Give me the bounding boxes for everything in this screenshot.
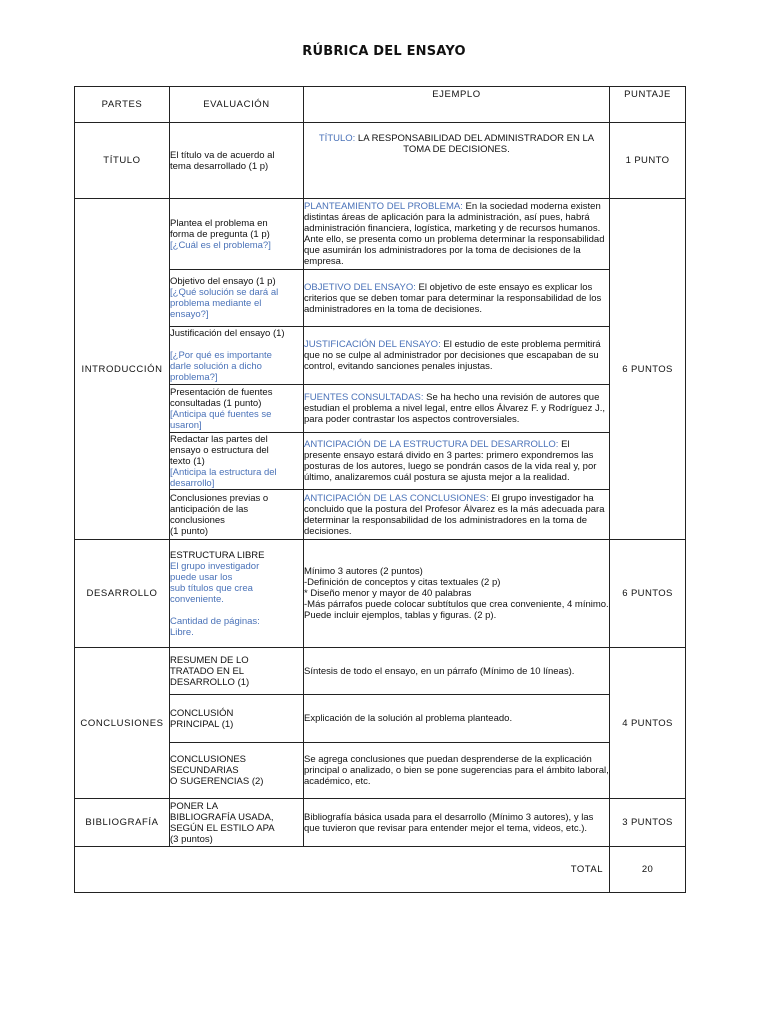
eval-hint: [¿Qué solución se dará al [170, 287, 279, 298]
conclusiones-example-1: Síntesis de todo el ensayo, en un párrafo (Mínimo de 10 líneas). [304, 648, 610, 695]
eval-line: Plantea el problema en [170, 217, 268, 229]
eval-hint: darle solución a dicho [170, 361, 262, 372]
eval-line: texto (1) [170, 455, 205, 467]
example-line: -Definición de conceptos y citas textuales (2 p) [304, 577, 501, 588]
eval-line: DESARROLLO (1) [170, 676, 250, 688]
eval-hint: [¿Por qué es importante [170, 350, 272, 361]
titulo-points: 1 PUNTO [610, 123, 686, 199]
intro-part: INTRODUCCIÓN [75, 199, 170, 540]
eval-line: O SUGERENCIAS (2) [170, 776, 264, 787]
example-line: Mínimo 3 autores (2 puntos) [304, 566, 423, 577]
eval-line: SECUNDARIAS [170, 765, 239, 776]
conclusiones-points: 4 PUNTOS [610, 648, 686, 799]
eval-line: (3 puntos) [170, 833, 213, 845]
eval-line: CONCLUSIÓN [170, 707, 234, 719]
example-line: * Diseño menor y mayor de 40 palabras [304, 588, 472, 599]
eval-hint: problema mediante el [170, 298, 262, 309]
eval-line: Presentación de fuentes [170, 386, 273, 398]
desarrollo-example [304, 540, 610, 648]
conclusiones-eval-3 [170, 743, 304, 799]
eval-hint: puede usar los [170, 571, 233, 583]
header-row [75, 87, 686, 123]
eval-line: forma de pregunta (1 p) [170, 228, 270, 240]
conclusiones-row [75, 648, 686, 695]
bibliografia-points: 3 PUNTOS [610, 799, 686, 847]
eval-hint: [¿Cuál es el problema?] [170, 239, 271, 251]
example-text: El grupo investigador ha concluido que la postura del Profesor Álvarez es la más adecuada para determinar la responsabilidad de los administradores en la toma de decisiones. [304, 492, 605, 537]
total-value: 20 [610, 847, 686, 893]
example-label: FUENTES CONSULTADAS: [304, 392, 424, 403]
eval-line: consultadas (1 punto) [170, 397, 262, 409]
eval-hint: usaron] [170, 419, 202, 431]
eval-line: RESUMEN DE LO [170, 654, 249, 666]
titulo-example [304, 123, 610, 199]
bibliografia-part: BIBLIOGRAFÍA [75, 799, 170, 847]
bibliografia-eval [170, 799, 304, 847]
titulo-eval [170, 123, 304, 199]
intro-eval-3 [170, 327, 304, 385]
intro-example-2 [304, 270, 610, 327]
eval-hint: desarrollo] [170, 477, 215, 489]
conclusiones-part: CONCLUSIONES [75, 648, 170, 799]
titulo-eval-line: El título va de acuerdo al [170, 149, 275, 161]
bibliografia-row [75, 799, 686, 847]
intro-points: 6 PUNTOS [610, 199, 686, 540]
total-label: TOTAL [75, 847, 610, 893]
example-text: En la sociedad moderna existen distintas áreas de aplicación para la administración, así pues, habrá administración financiera, logística, marketing y de recursos humanos. Ante ello, se presenta como un problema determinar la responsabilidad que asumirán los administradores por la toma de decisiones de la empresa. [304, 201, 605, 267]
eval-line: Conclusiones previas o [170, 492, 269, 504]
example-text: El objetivo de este ensayo es explicar los criterios que se deben tomar para determinar la responsabilidad de los administradores en la toma de decisiones. [304, 281, 602, 315]
eval-line: Justificación del ensayo (1) [170, 328, 285, 339]
example-label: ANTICIPACIÓN DE LA ESTRUCTURA DEL DESARROLLO: [304, 439, 559, 450]
eval-hint: ensayo?] [170, 309, 209, 320]
eval-line: anticipación de las [170, 503, 249, 515]
intro-example-3 [304, 327, 610, 385]
example-text: Se ha hecho una revisión de autores que estudian el problema a nivel legal, entre ellos Álvarez F. y Rodríguez J., para poder contrastar los aspectos controversiales. [304, 392, 605, 425]
example-line: -Más párrafos puede colocar subtítulos que crea conveniente, 4 mínimo. Puede incluir ejemplos, tablas y figuras. (2 p). [304, 599, 609, 621]
intro-eval-2 [170, 270, 304, 327]
eval-line: SEGÚN EL ESTILO APA [170, 822, 275, 834]
intro-example-1 [304, 199, 610, 270]
page-title: RÚBRICA DEL ENSAYO [302, 44, 466, 59]
eval-line: ESTRUCTURA LIBRE [170, 549, 265, 561]
example-label: OBJETIVO DEL ENSAYO: [304, 281, 416, 293]
intro-example-6 [304, 490, 610, 540]
eval-hint: Libre. [170, 626, 194, 638]
titulo-example-label: TÍTULO: [318, 133, 356, 144]
eval-line: TRATADO EN EL [170, 665, 245, 677]
conclusiones-eval-1 [170, 648, 304, 695]
titulo-eval-line: tema desarrollado (1 p) [170, 160, 269, 172]
conclusiones-eval-2 [170, 695, 304, 743]
bibliografia-example: Bibliografía básica usada para el desarrollo (Mínimo 3 autores), y las que tuvieron que revisar para entender mejor el tema, videos, etc.). [304, 799, 610, 847]
titulo-example-text: LA RESPONSABILIDAD DEL ADMINISTRADOR EN LA TOMA DE DECISIONES. [355, 133, 595, 155]
eval-hint: [Anticipa la estructura del [170, 466, 277, 478]
eval-hint: problema?] [170, 372, 218, 383]
intro-eval-4 [170, 385, 304, 433]
eval-hint: sub títulos que crea [170, 582, 253, 594]
conclusiones-example-3: Se agrega conclusiones que puedan desprenderse de la explicación principal o analizado, o bien se pone sugerencias para el ámbito laboral, académico, etc. [304, 743, 610, 799]
intro-eval-1 [170, 199, 304, 270]
header-evaluacion: EVALUACIÓN [170, 87, 304, 123]
titulo-row [75, 123, 686, 199]
eval-line: PONER LA [170, 800, 219, 812]
total-row [75, 847, 686, 893]
eval-line: BIBLIOGRAFÍA USADA, [170, 811, 274, 823]
intro-eval-6 [170, 490, 304, 540]
intro-example-4 [304, 385, 610, 433]
eval-hint: El grupo investigador [170, 560, 260, 572]
desarrollo-eval [170, 540, 304, 648]
example-label: PLANTEAMIENTO DEL PROBLEMA: [304, 201, 463, 212]
eval-line: Objetivo del ensayo (1 p) [170, 276, 276, 287]
titulo-part: TÍTULO [75, 123, 170, 199]
eval-line: CONCLUSIONES [170, 754, 247, 765]
example-text: El presente ensayo estará divido en 3 partes: primero expondremos las posturas de los autores, luego se pondrán casos de la vida real y, por último, analizaremos cuál postura se ajusta mejor a la realidad. [304, 439, 597, 483]
intro-eval-5 [170, 433, 304, 490]
rubric-table [74, 86, 686, 893]
header-ejemplo: EJEMPLO [304, 87, 610, 123]
header-partes: PARTES [75, 87, 170, 123]
eval-line: (1 punto) [170, 525, 209, 537]
eval-line: Redactar las partes del [170, 433, 268, 445]
desarrollo-part: DESARROLLO [75, 540, 170, 648]
eval-line: PRINCIPAL (1) [170, 718, 234, 730]
eval-hint: conveniente. [170, 593, 224, 605]
example-text: El estudio de este problema permitirá que no se culpe al administrador por decisiones que escapaban de su control, evitando sanciones penales injustas. [304, 339, 601, 372]
eval-line: ensayo o estructura del [170, 444, 269, 456]
header-puntaje: PUNTAJE [610, 87, 686, 123]
eval-line: conclusiones [170, 514, 225, 526]
intro-example-5 [304, 433, 610, 490]
desarrollo-row [75, 540, 686, 648]
example-label: ANTICIPACIÓN DE LAS CONCLUSIONES: [304, 492, 489, 504]
eval-hint: Cantidad de páginas: [170, 615, 260, 627]
intro-row [75, 199, 686, 270]
desarrollo-points: 6 PUNTOS [610, 540, 686, 648]
example-label: JUSTIFICACIÓN DEL ENSAYO: [304, 339, 441, 350]
conclusiones-example-2: Explicación de la solución al problema planteado. [304, 695, 610, 743]
eval-hint: [Anticipa qué fuentes se [170, 408, 272, 420]
